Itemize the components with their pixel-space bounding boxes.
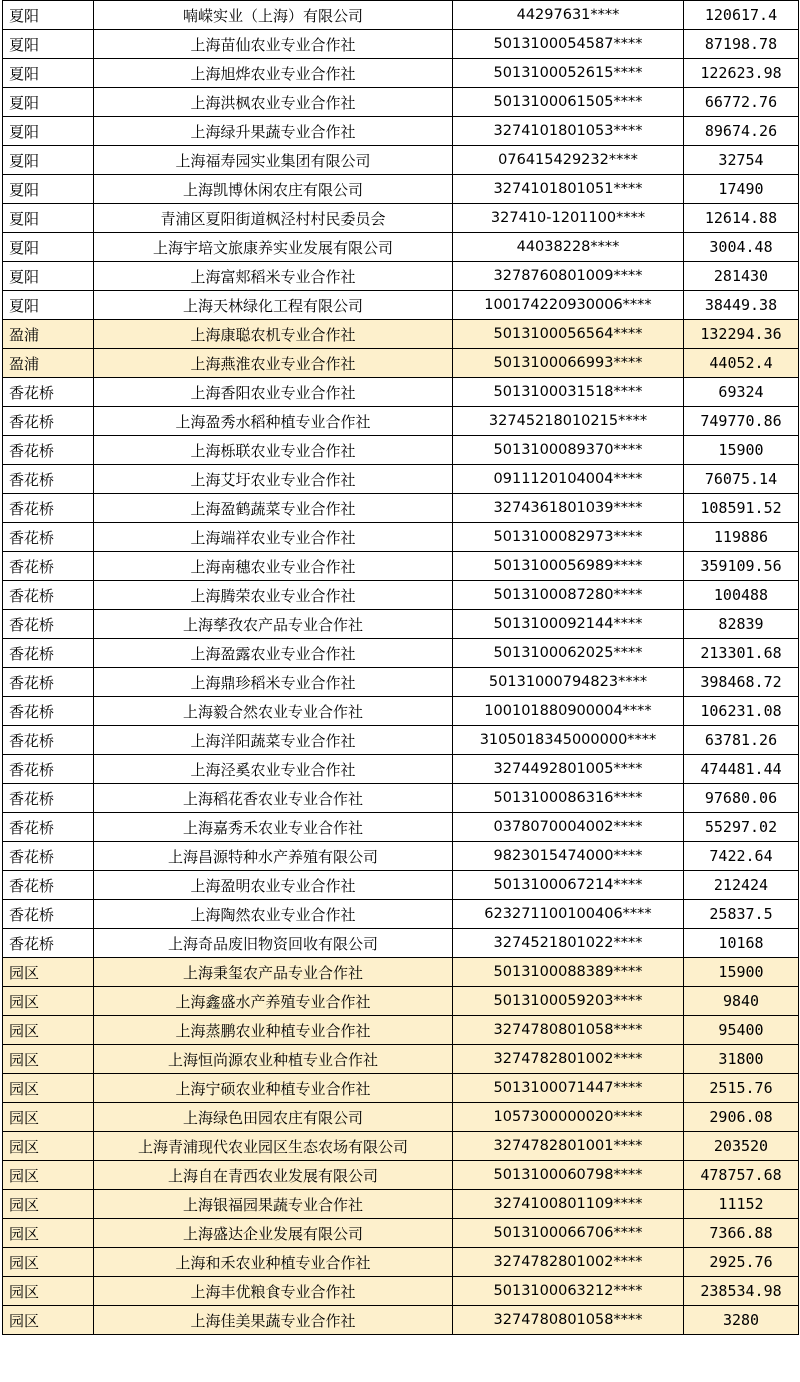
- amount-cell: 89674.26: [684, 117, 799, 146]
- amount-cell: 359109.56: [684, 552, 799, 581]
- account-number-cell: 44297631****: [453, 1, 684, 30]
- table-row: [3, 1, 799, 30]
- account-number-cell: 0911120104004****: [453, 465, 684, 494]
- company-name-cell: 上海泾奚农业专业合作社: [94, 755, 453, 784]
- table-row: [3, 378, 799, 407]
- account-number-cell: 5013100066993****: [453, 349, 684, 378]
- company-name-cell: 上海富郏稻米专业合作社: [94, 262, 453, 291]
- town-cell: 香花桥: [3, 842, 94, 871]
- amount-cell: 108591.52: [684, 494, 799, 523]
- town-cell: 园区: [3, 1103, 94, 1132]
- town-cell: 香花桥: [3, 581, 94, 610]
- table-row: [3, 1045, 799, 1074]
- account-number-cell: 3274782801001****: [453, 1132, 684, 1161]
- amount-cell: 95400: [684, 1016, 799, 1045]
- account-number-cell: 5013100082973****: [453, 523, 684, 552]
- account-number-cell: 5013100054587****: [453, 30, 684, 59]
- table-row: [3, 610, 799, 639]
- amount-cell: 212424: [684, 871, 799, 900]
- table-row: [3, 1219, 799, 1248]
- town-cell: 夏阳: [3, 117, 94, 146]
- account-number-cell: 3278760801009****: [453, 262, 684, 291]
- amount-cell: 2515.76: [684, 1074, 799, 1103]
- company-name-cell: 上海绿色田园农庄有限公司: [94, 1103, 453, 1132]
- town-cell: 园区: [3, 1132, 94, 1161]
- amount-cell: 10168: [684, 929, 799, 958]
- amount-cell: 9840: [684, 987, 799, 1016]
- account-number-cell: 076415429232****: [453, 146, 684, 175]
- town-cell: 园区: [3, 1016, 94, 1045]
- account-number-cell: 5013100056564****: [453, 320, 684, 349]
- town-cell: 香花桥: [3, 929, 94, 958]
- amount-cell: 119886: [684, 523, 799, 552]
- account-number-cell: 5013100056989****: [453, 552, 684, 581]
- account-number-cell: 3274101801051****: [453, 175, 684, 204]
- company-name-cell: 上海青浦现代农业园区生态农场有限公司: [94, 1132, 453, 1161]
- table-row: [3, 755, 799, 784]
- table-row: [3, 1074, 799, 1103]
- company-name-cell: 上海盈明农业专业合作社: [94, 871, 453, 900]
- company-name-cell: 上海秉玺农产品专业合作社: [94, 958, 453, 987]
- table-row: [3, 88, 799, 117]
- account-number-cell: 5013100062025****: [453, 639, 684, 668]
- table-row: [3, 581, 799, 610]
- town-cell: 香花桥: [3, 407, 94, 436]
- table-row: [3, 958, 799, 987]
- amount-cell: 12614.88: [684, 204, 799, 233]
- account-number-cell: 44038228****: [453, 233, 684, 262]
- company-name-cell: 上海蒸鹏农业种植专业合作社: [94, 1016, 453, 1045]
- company-name-cell: 上海盈鹤蔬菜专业合作社: [94, 494, 453, 523]
- company-name-cell: 上海盛达企业发展有限公司: [94, 1219, 453, 1248]
- account-number-cell: 5013100066706****: [453, 1219, 684, 1248]
- amount-cell: 120617.4: [684, 1, 799, 30]
- town-cell: 夏阳: [3, 262, 94, 291]
- company-name-cell: 上海恒尚源农业种植专业合作社: [94, 1045, 453, 1074]
- account-number-cell: 5013100059203****: [453, 987, 684, 1016]
- account-number-cell: 5013100086316****: [453, 784, 684, 813]
- amount-cell: 32754: [684, 146, 799, 175]
- table-row: [3, 30, 799, 59]
- table-row: [3, 987, 799, 1016]
- table-row: [3, 552, 799, 581]
- town-cell: 香花桥: [3, 465, 94, 494]
- table-row: [3, 204, 799, 233]
- table-row: [3, 697, 799, 726]
- table-row: [3, 1016, 799, 1045]
- account-number-cell: 623271100100406****: [453, 900, 684, 929]
- company-name-cell: 上海端祥农业专业合作社: [94, 523, 453, 552]
- account-number-cell: 5013100063212****: [453, 1277, 684, 1306]
- table-row: [3, 291, 799, 320]
- table-row: [3, 59, 799, 88]
- account-number-cell: 100174220930006****: [453, 291, 684, 320]
- account-number-cell: 100101880900004****: [453, 697, 684, 726]
- town-cell: 香花桥: [3, 552, 94, 581]
- table-row: [3, 175, 799, 204]
- account-number-cell: 5013100067214****: [453, 871, 684, 900]
- town-cell: 香花桥: [3, 813, 94, 842]
- town-cell: 园区: [3, 1219, 94, 1248]
- town-cell: 夏阳: [3, 59, 94, 88]
- account-number-cell: 5013100061505****: [453, 88, 684, 117]
- amount-cell: 122623.98: [684, 59, 799, 88]
- town-cell: 香花桥: [3, 871, 94, 900]
- town-cell: 夏阳: [3, 204, 94, 233]
- account-number-cell: 3274780801058****: [453, 1306, 684, 1335]
- amount-cell: 7366.88: [684, 1219, 799, 1248]
- company-name-cell: 上海丰优粮食专业合作社: [94, 1277, 453, 1306]
- company-name-cell: 上海陶然农业专业合作社: [94, 900, 453, 929]
- amount-cell: 69324: [684, 378, 799, 407]
- amount-cell: 749770.86: [684, 407, 799, 436]
- table-row: [3, 146, 799, 175]
- company-name-cell: 上海嘉秀禾农业专业合作社: [94, 813, 453, 842]
- company-name-cell: 上海洋阳蔬菜专业合作社: [94, 726, 453, 755]
- amount-cell: 203520: [684, 1132, 799, 1161]
- town-cell: 香花桥: [3, 378, 94, 407]
- account-number-cell: 5013100087280****: [453, 581, 684, 610]
- amount-cell: 17490: [684, 175, 799, 204]
- amount-cell: 100488: [684, 581, 799, 610]
- amount-cell: 11152: [684, 1190, 799, 1219]
- account-number-cell: 5013100052615****: [453, 59, 684, 88]
- table-row: [3, 1248, 799, 1277]
- table-row: [3, 407, 799, 436]
- town-cell: 香花桥: [3, 494, 94, 523]
- table-row: [3, 465, 799, 494]
- company-name-cell: 上海旭烨农业专业合作社: [94, 59, 453, 88]
- account-number-cell: 3274521801022****: [453, 929, 684, 958]
- amount-cell: 44052.4: [684, 349, 799, 378]
- town-cell: 园区: [3, 1190, 94, 1219]
- company-name-cell: 上海奇品废旧物资回收有限公司: [94, 929, 453, 958]
- town-cell: 香花桥: [3, 784, 94, 813]
- account-number-cell: 5013100088389****: [453, 958, 684, 987]
- account-number-cell: 3274100801109****: [453, 1190, 684, 1219]
- company-name-cell: 上海腾荣农业专业合作社: [94, 581, 453, 610]
- town-cell: 夏阳: [3, 1, 94, 30]
- company-name-cell: 上海银福园果蔬专业合作社: [94, 1190, 453, 1219]
- account-number-cell: 3105018345000000****: [453, 726, 684, 755]
- company-name-cell: 上海稻花香农业专业合作社: [94, 784, 453, 813]
- table-row: [3, 842, 799, 871]
- town-cell: 夏阳: [3, 233, 94, 262]
- town-cell: 香花桥: [3, 639, 94, 668]
- company-name-cell: 上海盈露农业专业合作社: [94, 639, 453, 668]
- table-row: [3, 1103, 799, 1132]
- table-row: [3, 494, 799, 523]
- account-number-cell: 3274782801002****: [453, 1248, 684, 1277]
- account-number-cell: 0378070004002****: [453, 813, 684, 842]
- company-name-cell: 上海天林绿化工程有限公司: [94, 291, 453, 320]
- company-name-cell: 上海康聪农机专业合作社: [94, 320, 453, 349]
- town-cell: 香花桥: [3, 697, 94, 726]
- town-cell: 园区: [3, 1074, 94, 1103]
- table-row: [3, 900, 799, 929]
- table-row: [3, 320, 799, 349]
- company-name-cell: 上海鼎珍稻米专业合作社: [94, 668, 453, 697]
- company-name-cell: 上海凯博休闲农庄有限公司: [94, 175, 453, 204]
- table-row: [3, 929, 799, 958]
- town-cell: 园区: [3, 1161, 94, 1190]
- table-row: [3, 349, 799, 378]
- town-cell: 香花桥: [3, 755, 94, 784]
- company-name-cell: 上海燕淮农业专业合作社: [94, 349, 453, 378]
- table-row: [3, 1306, 799, 1335]
- table-row: [3, 1277, 799, 1306]
- table-row: [3, 871, 799, 900]
- company-name-cell: 上海福寿园实业集团有限公司: [94, 146, 453, 175]
- table-row: [3, 639, 799, 668]
- company-name-cell: 上海香阳农业专业合作社: [94, 378, 453, 407]
- account-number-cell: 3274782801002****: [453, 1045, 684, 1074]
- table-row: [3, 726, 799, 755]
- account-number-cell: 1057300000020****: [453, 1103, 684, 1132]
- table-row: [3, 436, 799, 465]
- amount-cell: 2906.08: [684, 1103, 799, 1132]
- company-name-cell: 上海自在青西农业发展有限公司: [94, 1161, 453, 1190]
- company-name-cell: 上海孳孜农产品专业合作社: [94, 610, 453, 639]
- account-number-cell: 5013100089370****: [453, 436, 684, 465]
- amount-cell: 66772.76: [684, 88, 799, 117]
- town-cell: 园区: [3, 987, 94, 1016]
- company-name-cell: 上海和禾农业种植专业合作社: [94, 1248, 453, 1277]
- table-row: [3, 233, 799, 262]
- company-name-cell: 上海毅合然农业专业合作社: [94, 697, 453, 726]
- account-number-cell: 9823015474000****: [453, 842, 684, 871]
- company-name-cell: 上海洪枫农业专业合作社: [94, 88, 453, 117]
- account-number-cell: 3274361801039****: [453, 494, 684, 523]
- amount-cell: 213301.68: [684, 639, 799, 668]
- account-number-cell: 3274101801053****: [453, 117, 684, 146]
- amount-cell: 38449.38: [684, 291, 799, 320]
- company-name-cell: 上海昌源特种水产养殖有限公司: [94, 842, 453, 871]
- amount-cell: 238534.98: [684, 1277, 799, 1306]
- table-row: [3, 117, 799, 146]
- amount-cell: 15900: [684, 436, 799, 465]
- amount-cell: 63781.26: [684, 726, 799, 755]
- account-number-cell: 5013100092144****: [453, 610, 684, 639]
- amount-cell: 132294.36: [684, 320, 799, 349]
- company-name-cell: 上海南穗农业专业合作社: [94, 552, 453, 581]
- town-cell: 香花桥: [3, 523, 94, 552]
- company-name-cell: 上海绿升果蔬专业合作社: [94, 117, 453, 146]
- table-row: [3, 523, 799, 552]
- amount-cell: 82839: [684, 610, 799, 639]
- table-row: [3, 1190, 799, 1219]
- amount-cell: 106231.08: [684, 697, 799, 726]
- town-cell: 盈浦: [3, 320, 94, 349]
- amount-cell: 55297.02: [684, 813, 799, 842]
- table-row: [3, 668, 799, 697]
- amount-cell: 7422.64: [684, 842, 799, 871]
- town-cell: 夏阳: [3, 88, 94, 117]
- amount-cell: 76075.14: [684, 465, 799, 494]
- amount-cell: 25837.5: [684, 900, 799, 929]
- town-cell: 夏阳: [3, 146, 94, 175]
- town-cell: 香花桥: [3, 668, 94, 697]
- account-number-cell: 3274780801058****: [453, 1016, 684, 1045]
- company-name-cell: 上海宇培文旅康养实业发展有限公司: [94, 233, 453, 262]
- town-cell: 香花桥: [3, 726, 94, 755]
- amount-cell: 398468.72: [684, 668, 799, 697]
- table-row: [3, 1132, 799, 1161]
- company-name-cell: 喃嵘实业（上海）有限公司: [94, 1, 453, 30]
- company-name-cell: 上海鑫盛水产养殖专业合作社: [94, 987, 453, 1016]
- company-name-cell: 上海佳美果蔬专业合作社: [94, 1306, 453, 1335]
- table-row: [3, 813, 799, 842]
- company-name-cell: 上海宁硕农业种植专业合作社: [94, 1074, 453, 1103]
- town-cell: 园区: [3, 1306, 94, 1335]
- amount-cell: 97680.06: [684, 784, 799, 813]
- company-name-cell: 上海盈秀水稻种植专业合作社: [94, 407, 453, 436]
- account-number-cell: 50131000794823****: [453, 668, 684, 697]
- table-body: [3, 1, 799, 1335]
- town-cell: 夏阳: [3, 291, 94, 320]
- table-row: [3, 262, 799, 291]
- town-cell: 香花桥: [3, 436, 94, 465]
- town-cell: 盈浦: [3, 349, 94, 378]
- town-cell: 夏阳: [3, 175, 94, 204]
- company-name-cell: 上海苗仙农业专业合作社: [94, 30, 453, 59]
- account-number-cell: 5013100031518****: [453, 378, 684, 407]
- account-number-cell: 5013100071447****: [453, 1074, 684, 1103]
- table-row: [3, 784, 799, 813]
- town-cell: 园区: [3, 958, 94, 987]
- town-cell: 香花桥: [3, 900, 94, 929]
- town-cell: 园区: [3, 1045, 94, 1074]
- account-number-cell: 3274492801005****: [453, 755, 684, 784]
- subsidy-table: [2, 0, 799, 1335]
- account-number-cell: 5013100060798****: [453, 1161, 684, 1190]
- town-cell: 园区: [3, 1248, 94, 1277]
- account-number-cell: 327410-1201100****: [453, 204, 684, 233]
- table-row: [3, 1161, 799, 1190]
- amount-cell: 281430: [684, 262, 799, 291]
- town-cell: 夏阳: [3, 30, 94, 59]
- town-cell: 园区: [3, 1277, 94, 1306]
- company-name-cell: 青浦区夏阳街道枫泾村村民委员会: [94, 204, 453, 233]
- company-name-cell: 上海栎联农业专业合作社: [94, 436, 453, 465]
- amount-cell: 31800: [684, 1045, 799, 1074]
- amount-cell: 474481.44: [684, 755, 799, 784]
- town-cell: 香花桥: [3, 610, 94, 639]
- amount-cell: 3004.48: [684, 233, 799, 262]
- amount-cell: 15900: [684, 958, 799, 987]
- amount-cell: 3280: [684, 1306, 799, 1335]
- company-name-cell: 上海艾圩农业专业合作社: [94, 465, 453, 494]
- account-number-cell: 32745218010215****: [453, 407, 684, 436]
- amount-cell: 87198.78: [684, 30, 799, 59]
- amount-cell: 478757.68: [684, 1161, 799, 1190]
- amount-cell: 2925.76: [684, 1248, 799, 1277]
